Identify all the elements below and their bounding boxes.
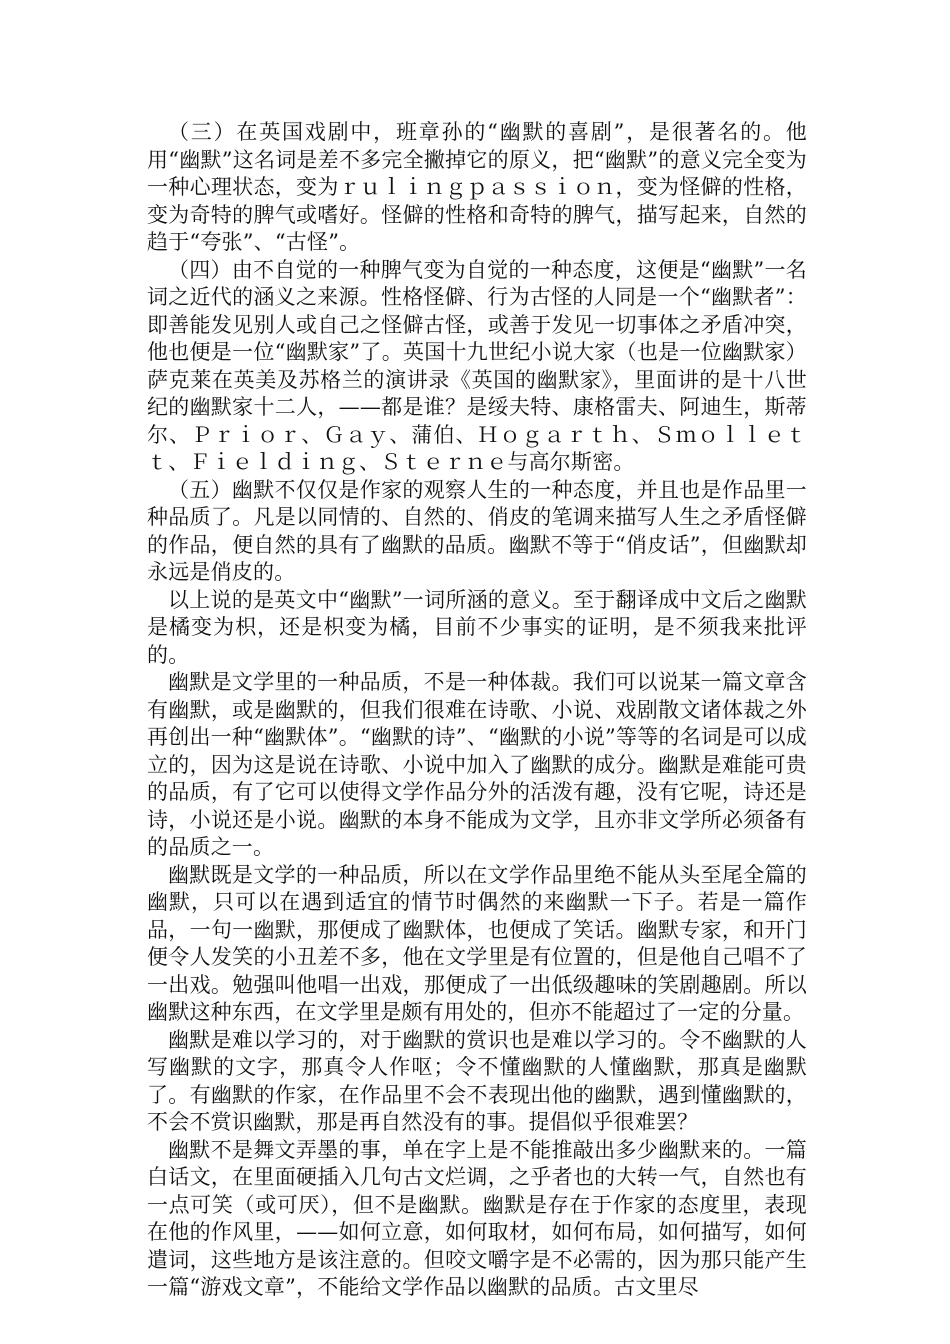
paragraph-4: （四）由不自觉的一种脾气变为自觉的一种态度，这便是“幽默”一名词之近代的涵义之来源。性格怪僻、行为古怪的人同是一个“幽默者”：即善能发见别人或自己之怪僻古怪，或善于发见一切事体之矛盾冲突，他也便是一位“幽默家”了。英国十九世纪小说大家（也是一位幽默家）萨克莱在英美及苏格兰的演讲录《英国的幽默家》，里面讲的是十八世纪的幽默家十二人，——都是谁？是绥夫特、康格雷夫、阿迪生，斯蒂尔、Ｐｒｉｏｒ、Ｇａｙ、蒲伯、Ｈｏｇａｒｔｈ、Ｓｍｏｌｌｅｔｔ、Ｆｉｅｌｄｉｎｇ、Ｓｔｅｒｎｅ与高尔斯密。 (147, 257, 807, 474)
paragraph-quality: 幽默是文学里的一种品质，不是一种体裁。我们可以说某一篇文章含有幽默，或是幽默的，但我们很难在诗歌、小说、戏剧散文诸体裁之外再创出一种“幽默体”。“幽默的诗”、“幽默的小说”等等的名词是可以成立的，因为这是说在诗歌、小说中加入了幽默的成分。幽默是难能可贵的品质，有了它可以使得文学作品分外的活泼有趣，没有它呢，诗还是诗，小说还是小说。幽默的本身不能成为文学，且亦非文学所必须备有的品质之一。 (147, 670, 807, 859)
paragraph-3: （三）在英国戏剧中，班章孙的“幽默的喜剧”，是很著名的。他用“幽默”这名词是差不多完全撇掉它的原义，把“幽默”的意义完全变为一种心理状态，变为ｒｕｌｉｎｇｐａｓｓｉｏｎ，变为怪僻的性格，变为奇特的脾气或嗜好。怪僻的性格和奇特的脾气，描写起来，自然的趋于“夸张”、“古怪”。 (147, 120, 807, 254)
paragraph-measure: 幽默既是文学的一种品质，所以在文学作品里绝不能从头至尾全篇的幽默，只可以在遇到适宜的情节时偶然的来幽默一下子。若是一篇作品，一句一幽默，那便成了幽默体，也便成了笑话。幽默专家，和开门便令人发笑的小丑差不多，他在文学里是有位置的，但是他自己唱不了一出戏。勉强叫他唱一出戏，那便成了一出低级趣味的笑剧趣剧。所以幽默这种东西，在文学里是颇有用处的，但亦不能超过了一定的分量。 (147, 862, 807, 1024)
paragraph-style: 幽默不是舞文弄墨的事，单在字上是不能推敲出多少幽默来的。一篇白话文，在里面硬插入几句古文烂调，之乎者也的大转一气，自然也有一点可笑（或可厌），但不是幽默。幽默是存在于作家的态度里，表现在他的作风里，——如何立意，如何取材，如何布局，如何描写，如何遣词，这些地方是该注意的。但咬文嚼字是不必需的，因为那只能产生一篇“游戏文章”，不能给文学作品以幽默的品质。古文里尽 (147, 1137, 807, 1299)
article-body (147, 119, 807, 1302)
paragraph-5: （五）幽默不仅仅是作家的观察人生的一种态度，并且也是作品里一种品质了。凡是以同情的、自然的、俏皮的笔调来描写人生之矛盾怪僻的作品，便自然的具有了幽默的品质。幽默不等于“俏皮话”，但幽默却永远是俏皮的。 (147, 477, 807, 584)
paragraph-summary: 以上说的是英文中“幽默”一词所涵的意义。至于翻译成中文后之幽默是橘变为枳，还是枳变为橘，目前不少事实的证明，是不须我来批评的。 (147, 587, 807, 667)
paragraph-learning: 幽默是难以学习的，对于幽默的赏识也是难以学习的。令不幽默的人写幽默的文字，那真令人作呕；令不懂幽默的人懂幽默，那真是幽默了。有幽默的作家，在作品里不会不表现出他的幽默，遇到懂幽默的，不会不赏识幽默，那是再自然没有的事。提倡似乎很难罢？ (147, 1027, 807, 1134)
